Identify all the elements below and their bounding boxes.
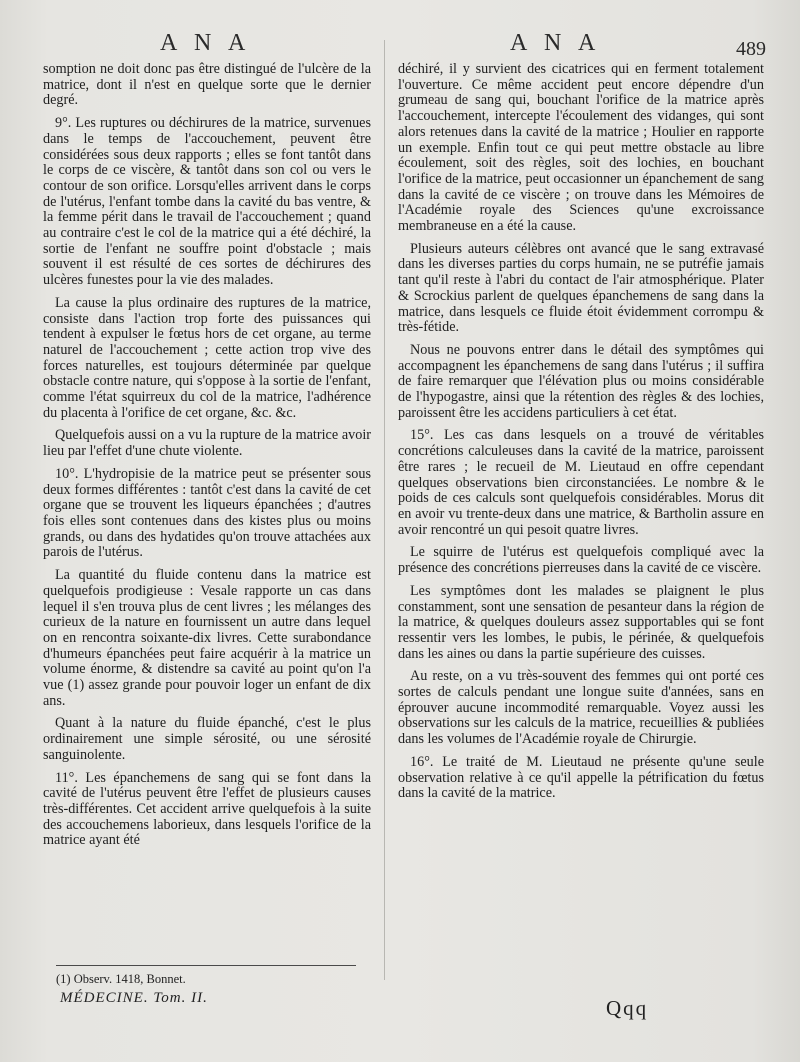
- paragraph: 16°. Le traité de M. Lieutaud ne présente qu'une seule observation relative à ce qu'il appelle la pétrification du fœtus dans la cavité de la matrice.: [398, 753, 764, 802]
- column-divider: [384, 40, 385, 980]
- paragraph: 15°. Les cas dans lesquels on a trouvé de véritables concrétions calculeuses dans la cavité de la matrice, paroissent être rares ; le recueil de M. Lieutaud en offre cependant quelques observations bien circonstanciées. Le nombre & le poids de ces calculs sont quelquefois considérables. Morus dit en avoir vu trente-deux dans une matrice, & Bartholin assure en avoir rencontré un qui pesoit quatre livres.: [398, 427, 764, 538]
- paragraph: somption ne doit donc pas être distingué de l'ulcère de la matrice, dont il n'est en quelque sorte que le dernier degré.: [43, 61, 371, 109]
- paragraph: La cause la plus ordinaire des ruptures de la matrice, consiste dans l'action trop forte des puissances qui tendent à expulser le fœtus hors de cet organe, au terme naturel de l'accouchement ; cette action trop vive des forces naturelles, est toujours déterminée par quelque obstacle contre nature, qui s'oppose à la sortie de l'enfant, comme l'état squirreux du col de la matrice, l'adhérence du placenta à l'orifice de cet organe, &c. &c.: [43, 294, 371, 421]
- paragraph: Les symptômes dont les malades se plaignent le plus constamment, sont une sensation de pesanteur dans la région de la matrice, & quelques douleurs assez supportables qui se font ressentir vers les lombes, le pubis, le périnée, & quelquefois dans les aines ou dans la partie supérieure des cuisses.: [398, 582, 764, 662]
- running-head-left: A N A: [160, 30, 252, 56]
- footnote: (1) Observ. 1418, Bonnet.: [56, 972, 186, 986]
- paragraph: déchiré, il y survient des cicatrices qui en ferment totalement l'ouverture. Ce même accident peut encore dépendre d'un grumeau de sang qui, bouchant l'orifice de la matrice après l'accouchement, intercepte l'écoulement des vidanges, qui sont alors retenues dans la cavité de la matrice ; Houlier en rapporte un exemple. Enfin tout ce qui peut mettre obstacle au libre écoulement, soit des règles, soit des lochies, en bouchant l'orifice de la matrice, peut occasionner un épanchement de sang dans la cavité de ce viscère ; on trouve dans les Mémoires de l'Académie royale des Sciences qu'une excroissance membraneuse en a été la cause.: [398, 61, 764, 235]
- page-number: 489: [736, 38, 766, 60]
- footnote-rule: [56, 965, 356, 966]
- left-column: [43, 62, 371, 856]
- paragraph: Au reste, on a vu très-souvent des femmes qui ont porté ces sortes de calculs pendant une longue suite d'années, sans en éprouver aucune incommodité remarquable. Voyez aussi les observations sur les calculs de la matrice, recueillies & publiées dans les volumes de l'Académie royale de Chirurgie.: [398, 668, 764, 748]
- catchword: Qqq: [606, 996, 649, 1020]
- paragraph: 9°. Les ruptures ou déchirures de la matrice, survenues dans le temps de l'accouchement, peuvent être considérées sous deux rapports ; elles se font tantôt dans le corps de ce viscère, & tantôt dans son col ou vers le contour de son orifice. Lorsqu'elles arrivent dans le corps de l'utérus, l'enfant tombe dans la cavité du bas ventre, & la femme périt dans le travail de l'accouchement ; quand au contraire c'est le col de la matrice qui a été déchiré, la sortie de l'enfant ne souffre point d'obstacle ; mais souvent il est résulté de ces sortes de déchirures des ulcères funestes pour la vie des malades.: [43, 115, 371, 289]
- paragraph: 10°. L'hydropisie de la matrice peut se présenter sous deux formes différentes : tantôt c'est dans la cavité de cet organe que se trouvent les liqueurs épanchées ; d'autres fois elles sont contenues dans des kistes plus ou moins grands, ou dans des hydatides qu'on trouve attachées aux parois de l'utérus.: [43, 465, 371, 561]
- paragraph: Plusieurs auteurs célèbres ont avancé que le sang extravasé dans les diverses parties du corps humain, ne se putréfie jamais tant qu'il reste à l'abri du contact de l'air atmosphérique. Plater & Scrockius parlent de quelques épanchemens de sang dans la matrice, dans lesquels ce fluide étoit évidemment corrompu & très-fétide.: [398, 240, 764, 336]
- right-column: [398, 62, 764, 809]
- paragraph: Quant à la nature du fluide épanché, c'est le plus ordinairement une simple sérosité, ou une sérosité sanguinolente.: [43, 715, 371, 763]
- paragraph: 11°. Les épanchemens de sang qui se font dans la cavité de l'utérus peuvent être l'effet de plusieurs causes très-différentes. Cet accident arrive quelquefois à la suite des accouchemens laborieux, dans lesquels l'orifice de la matrice ayant été: [43, 769, 371, 849]
- signature-mark: MÉDECINE. Tom. II.: [60, 990, 208, 1006]
- running-head-right: A N A: [510, 30, 602, 56]
- paragraph: Quelquefois aussi on a vu la rupture de la matrice avoir lieu par l'effet d'une chute violente.: [43, 427, 371, 460]
- paragraph: Nous ne pouvons entrer dans le détail des symptômes qui accompagnent les épanchemens de sang dans l'utérus ; il suffira de faire remarquer que l'élévation plus ou moins considérable de l'hypogastre, ainsi que la rétention des règles & des lochies, paroissent être les accidens particuliers à cet état.: [398, 341, 764, 421]
- paragraph: La quantité du fluide contenu dans la matrice est quelquefois prodigieuse : Vesale rapporte un cas dans lequel il s'en trouva plus de cent livres ; les mélanges des curieux de la nature en fournissent un autre dans lequel on en rencontra soixante-dix livres. Cette surabondance d'humeurs épanchées peut faire acquérir à la matrice un volume énorme, & distendre sa cavité au point qu'on l'a vue (1) assez grande pour pouvoir loger un enfant de dix ans.: [43, 567, 371, 709]
- paragraph: Le squirre de l'utérus est quelquefois compliqué avec la présence des concrétions pierreuses dans la cavité de ce viscère.: [398, 544, 764, 577]
